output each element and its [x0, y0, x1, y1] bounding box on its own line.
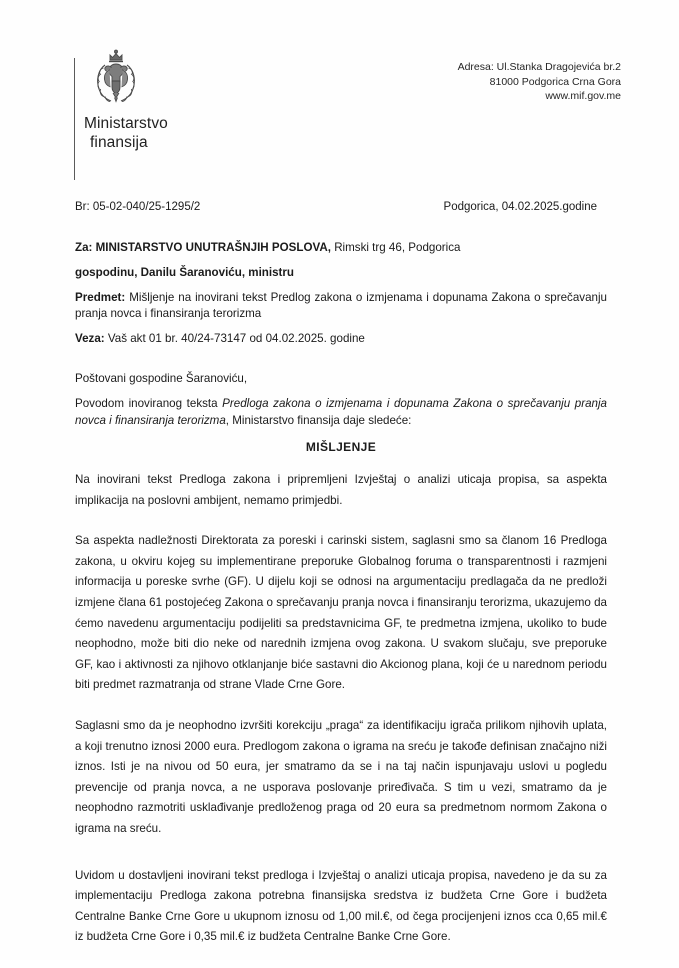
subject-label: Predmet: [75, 291, 126, 304]
intro-text-before: Povodom inoviranog teksta [75, 397, 223, 410]
to-label: Za: [75, 241, 93, 254]
recipient-institution-line [75, 240, 607, 256]
intro-law-title: Predloga zakona o izmjenama i dopunama Zakona o sprečavanju pranja novca i finansiranja terorizma [75, 397, 607, 427]
address-street: Adresa: Ul.Stanka Dragojevića br.2 [457, 61, 621, 73]
reference-number: Br: 05-02-040/25-1295/2 [75, 201, 201, 213]
recipient-address: Rimski trg 46, Podgorica [334, 241, 461, 254]
body-paragraph-3: Saglasni smo da je neophodno izvršiti korekciju „praga“ za identifikaciju igrača prilikom njihovih uplata, a koji trenutno iznosi 2000 eura. Predlogom zakona o igrama na sreću je takođe definisan značajno niži iznos. Isti je na nivou od 50 eura, jer smatramo da se i na taj način ispunjavaju uslovi u pogledu prevencije od pranja novca, a ne usporava poslovanje priređivača. S tim u vezi, smatramo da je neophodno razmotriti usklađivanje predloženog praga od 20 eura sa predmetnom normom Zakona o igrama na sreću. [75, 718, 607, 835]
document-meta-row [75, 201, 607, 213]
ministry-name-line2: finansija [90, 134, 148, 151]
document-body [75, 470, 607, 968]
place-and-date: Podgorica, 04.02.2025.godine [443, 201, 597, 213]
montenegro-coat-of-arms-icon [88, 48, 144, 110]
address-city: 81000 Podgorica Crna Gora [489, 75, 621, 88]
ministry-name [84, 114, 314, 152]
letterhead-divider [74, 58, 75, 180]
ministry-name-line1: Ministarstvo [84, 115, 168, 132]
link-label: Veza: [75, 332, 105, 345]
intro-text-after: , Ministarstvo finansija daje sledeće: [225, 414, 412, 427]
subject-text: Mišljenje na inovirani tekst Predlog zakona o izmjenama i dopunama Zakona o sprečavanju pranja novca i finansiranja terorizma [75, 291, 607, 320]
address-website: www.mif.gov.me [545, 90, 621, 102]
link-line [75, 331, 607, 347]
body-paragraph-1: Na inovirani tekst Predloga zakona i pripremljeni Izvještaj o analizi uticaja propisa, sa aspekta implikacija na poslovni ambijent, nemamo primjedbi. [75, 473, 607, 507]
intro-paragraph [75, 395, 607, 429]
body-paragraph-4: Uvidom u dostavljeni inovirani tekst predloga i Izvještaj o analizi uticaja propisa, navedeno je da su za implementaciju Predloga zakona potrebna finansijska sredstva iz budžeta Crne Gore i budžeta Centralne Banke Crne Gore u ukupnom iznosu od 1,00 mil.€, od čega procijenjeni iznos cca 0,65 mil.€ iz budžeta Crne Gore i 0,35 mil.€ iz budžeta Centralne Banke Crne Gore. [75, 868, 607, 944]
letterhead [0, 48, 679, 178]
subject-line [75, 290, 607, 322]
salutation: Poštovani gospodine Šaranoviću, [75, 372, 248, 385]
recipient-person: gospodinu, Danilu Šaranoviću, ministru [75, 266, 295, 279]
document-heading: MIŠLJENJE [305, 440, 377, 454]
body-paragraph-2: Sa aspekta nadležnosti Direktorata za poreski i carinski sistem, saglasni smo sa članom 16 Predloga zakona, u okviru kojeg su implementirane preporuke Globalnog foruma o transparentnosti i razmjeni informacija u poreske svrhe (GF). U dijelu koji se odnosi na argumentaciju predlagača da ne predloži izmjene člana 61 postojećeg Zakona o sprečavanju pranja novca i finansiranju terorizma, ukazujemo da ćemo navedenu argumentaciju podijeliti sa predstavnicima GF, te predmetna izmjena, ukoliko to bude neophodno, može biti dio neke od narednih izmjena ovog zakona. U svakom slučaju, sve preporuke GF, kao i aktivnosti za njihovo otklanjanje biće sastavni dio Akcionog plana, koji će u narednom periodu biti predmet razmatranja od strane Vlade Crne Gore. [75, 534, 607, 692]
recipient-block [75, 240, 607, 347]
ministry-brand [84, 48, 314, 152]
link-text: Vaš akt 01 br. 40/24-73147 od 04.02.2025. godine [107, 332, 365, 345]
recipient-institution: MINISTARSTVO UNUTRAŠNJIH POSLOVA, [95, 241, 331, 254]
letterhead-address [458, 60, 621, 104]
